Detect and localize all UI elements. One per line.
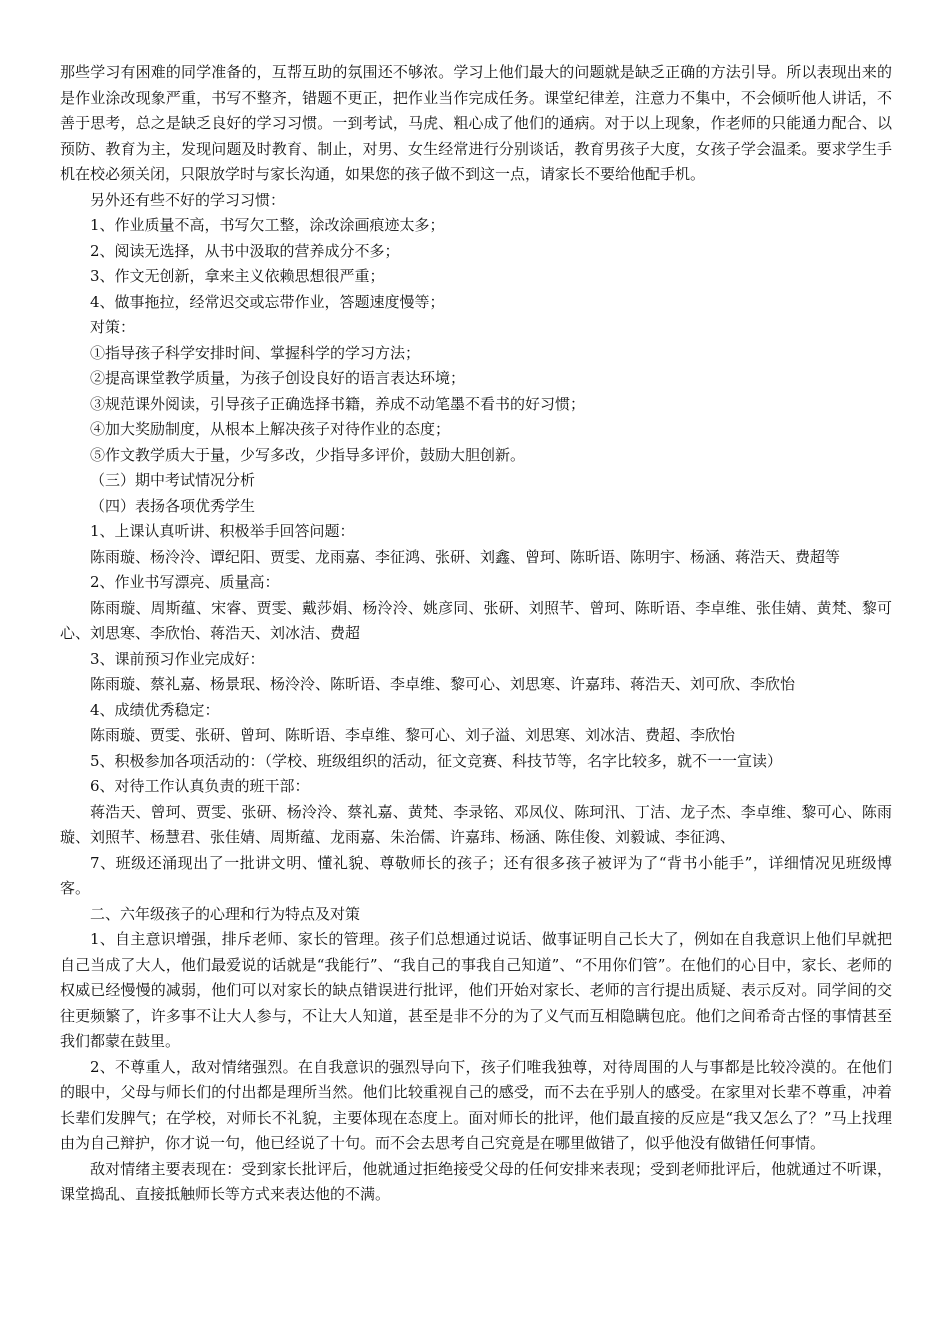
paragraph-intro: 那些学习有困难的同学准备的，互帮互助的氛围还不够浓。学习上他们最大的问题就是缺乏正确的方法引导。所以表现出来的是作业涂改现象严重，书写不整齐，错题不更正，把作业当作完成任务。课堂纪律差，注意力不集中，不会倾听他人讲话，不善于思考，总之是缺乏良好的学习习惯。一到考试，马虎、粗心成了他们的通病。对于以上现象，作老师的只能通力配合、以预防、教育为主，发现问题及时教育、制止，对男、女生经常进行分别谈话，教育男孩子大度，女孩子学会温柔。要求学生手机在校必须关闭，只限放学时与家长沟通，如果您的孩子做不到这一点，请家长不要给他配手机。 xyxy=(60,63,892,183)
list-item-bad-habit-4: 4、做事拖拉，经常迟交或忘带作业，答题速度慢等； xyxy=(90,292,445,311)
paragraph-trait-2: 2、不尊重人，敌对情绪强烈。在自我意识的强烈导向下，孩子们唯我独尊，对待周围的人与事都是比较冷漠的。在他们的眼中，父母与师长们的付出都是理所当然。他们比较重视自己的感受，而不去在乎别人的感受。在家里对长辈不尊重，冲着长辈们发脾气；在学校，对师长不礼貌，主要体现在态度上。面对师长的批评，他们最直接的反应是“我又怎么了？”马上找理由为自己辩护，你才说一句，他已经说了十句。而不会去思考自己究竟是在哪里做错了，似乎他没有做错任何事情。 xyxy=(60,1057,892,1152)
list-item-measure-3: ③规范课外阅读，引导孩子正确选择书籍，养成不动笔墨不看书的好习惯； xyxy=(90,394,586,413)
award-category-2: 2、作业书写漂亮、质量高： xyxy=(90,573,280,591)
award-names-1: 陈雨璇、杨泠泠、谭纪阳、贾雯、龙雨嘉、李征鸿、张研、刘鑫、曾珂、陈昕语、陈明宇、杨涵、蒋浩天、费超等 xyxy=(90,547,841,566)
award-category-6: 6、对待工作认真负责的班干部： xyxy=(90,777,310,795)
section-heading-midterm: （三）期中考试情况分析 xyxy=(90,471,256,489)
award-category-1: 1、上课认真听讲、积极举手回答问题： xyxy=(90,522,355,540)
award-names-4: 陈雨璇、贾雯、张研、曾珂、陈昕语、李卓维、黎可心、刘子溢、刘思寒、刘冰洁、费超、李欣怡 xyxy=(90,726,736,744)
paragraph-hostility: 敌对情绪主要表现在：受到家长批评后，他就通过拒绝接受父母的任何安排来表现；受到老师批评后，他就通过不听课，课堂捣乱、直接抵触师长等方式来表达他的不满。 xyxy=(60,1159,892,1203)
section-heading-grade-six: 二、六年级孩子的心理和行为特点及对策 xyxy=(90,904,361,923)
paragraph-trait-1: 1、自主意识增强，排斥老师、家长的管理。孩子们总想通过说话、做事证明自己长大了，例如在自我意识上他们早就把自己当成了大人，他们最爱说的话就是“我能行”、“我自己的事我自己知道”、“不用你们管”。在他们的心目中，家长、老师的权威已经慢慢的减弱，他们可以对家长的缺点错误进行批评，他们开始对家长、老师的言行提出质疑、表示反对。同学间的交往更频繁了，许多事不让大人参与，不让大人知道，甚至是非不分的为了义气而互相隐瞒包庇。他们之间希奇古怪的事情甚至我们都蒙在鼓里。 xyxy=(60,930,892,1050)
list-item-bad-habit-2: 2、阅读无选择，从书中汲取的营养成分不多； xyxy=(90,241,400,260)
paragraph-bad-habits-heading: 另外还有些不好的学习习惯： xyxy=(90,190,286,209)
award-names-2: 陈雨璇、周斯蕴、宋睿、贾雯、戴莎娟、杨泠泠、姚彦同、张研、刘照芊、曾珂、陈昕语、李卓维、张佳婧、黄梵、黎可心、刘思寒、李欣怡、蒋浩天、刘冰洁、费超 xyxy=(60,598,892,642)
list-item-measure-2: ②提高课堂教学质量，为孩子创设良好的语言表达环境； xyxy=(90,369,466,387)
list-item-measure-4: ④加大奖励制度，从根本上解决孩子对待作业的态度； xyxy=(90,420,451,438)
award-category-3: 3、课前预习作业完成好： xyxy=(90,649,265,668)
list-item-measure-5: ⑤作文教学质大于量，少写多改，少指导多评价，鼓励大胆创新。 xyxy=(90,445,526,464)
list-item-bad-habit-3: 3、作文无创新，拿来主义依赖思想很严重； xyxy=(90,267,385,285)
award-category-5: 5、积极参加各项活动的：（学校、班级组织的活动，征文竞赛、科技节等，名字比较多，就不一一宣读） xyxy=(90,751,783,770)
award-names-3: 陈雨璇、蔡礼嘉、杨景珉、杨泠泠、陈昕语、李卓维、黎可心、刘思寒、许嘉玮、蒋浩天、刘可欣、李欣怡 xyxy=(90,675,796,693)
award-names-6: 蒋浩天、曾珂、贾雯、张研、杨泠泠、蔡礼嘉、黄梵、李录铭、邓凤仪、陈珂汛、丁洁、龙子杰、李卓维、黎可心、陈雨璇、刘照芊、杨慧君、张佳婧、周斯蕴、龙雨嘉、朱治儒、许嘉玮、杨涵、陈佳俊、刘毅诚、李征鸿、 xyxy=(60,802,892,846)
list-item-measure-1: ①指导孩子科学安排时间、掌握科学的学习方法； xyxy=(90,343,421,362)
paragraph-measures-heading: 对策： xyxy=(90,318,136,336)
list-item-bad-habit-1: 1、作业质量不高，书写欠工整，涂改涂画痕迹太多； xyxy=(90,216,445,234)
award-category-4: 4、成绩优秀稳定： xyxy=(90,700,220,719)
section-heading-commendation: （四）表扬各项优秀学生 xyxy=(90,496,256,515)
award-category-7: 7、班级还涌现出了一批讲文明、懂礼貌、尊敬师长的孩子；还有很多孩子被评为了“背书小能手”，详细情况见班级博客。 xyxy=(60,853,892,897)
